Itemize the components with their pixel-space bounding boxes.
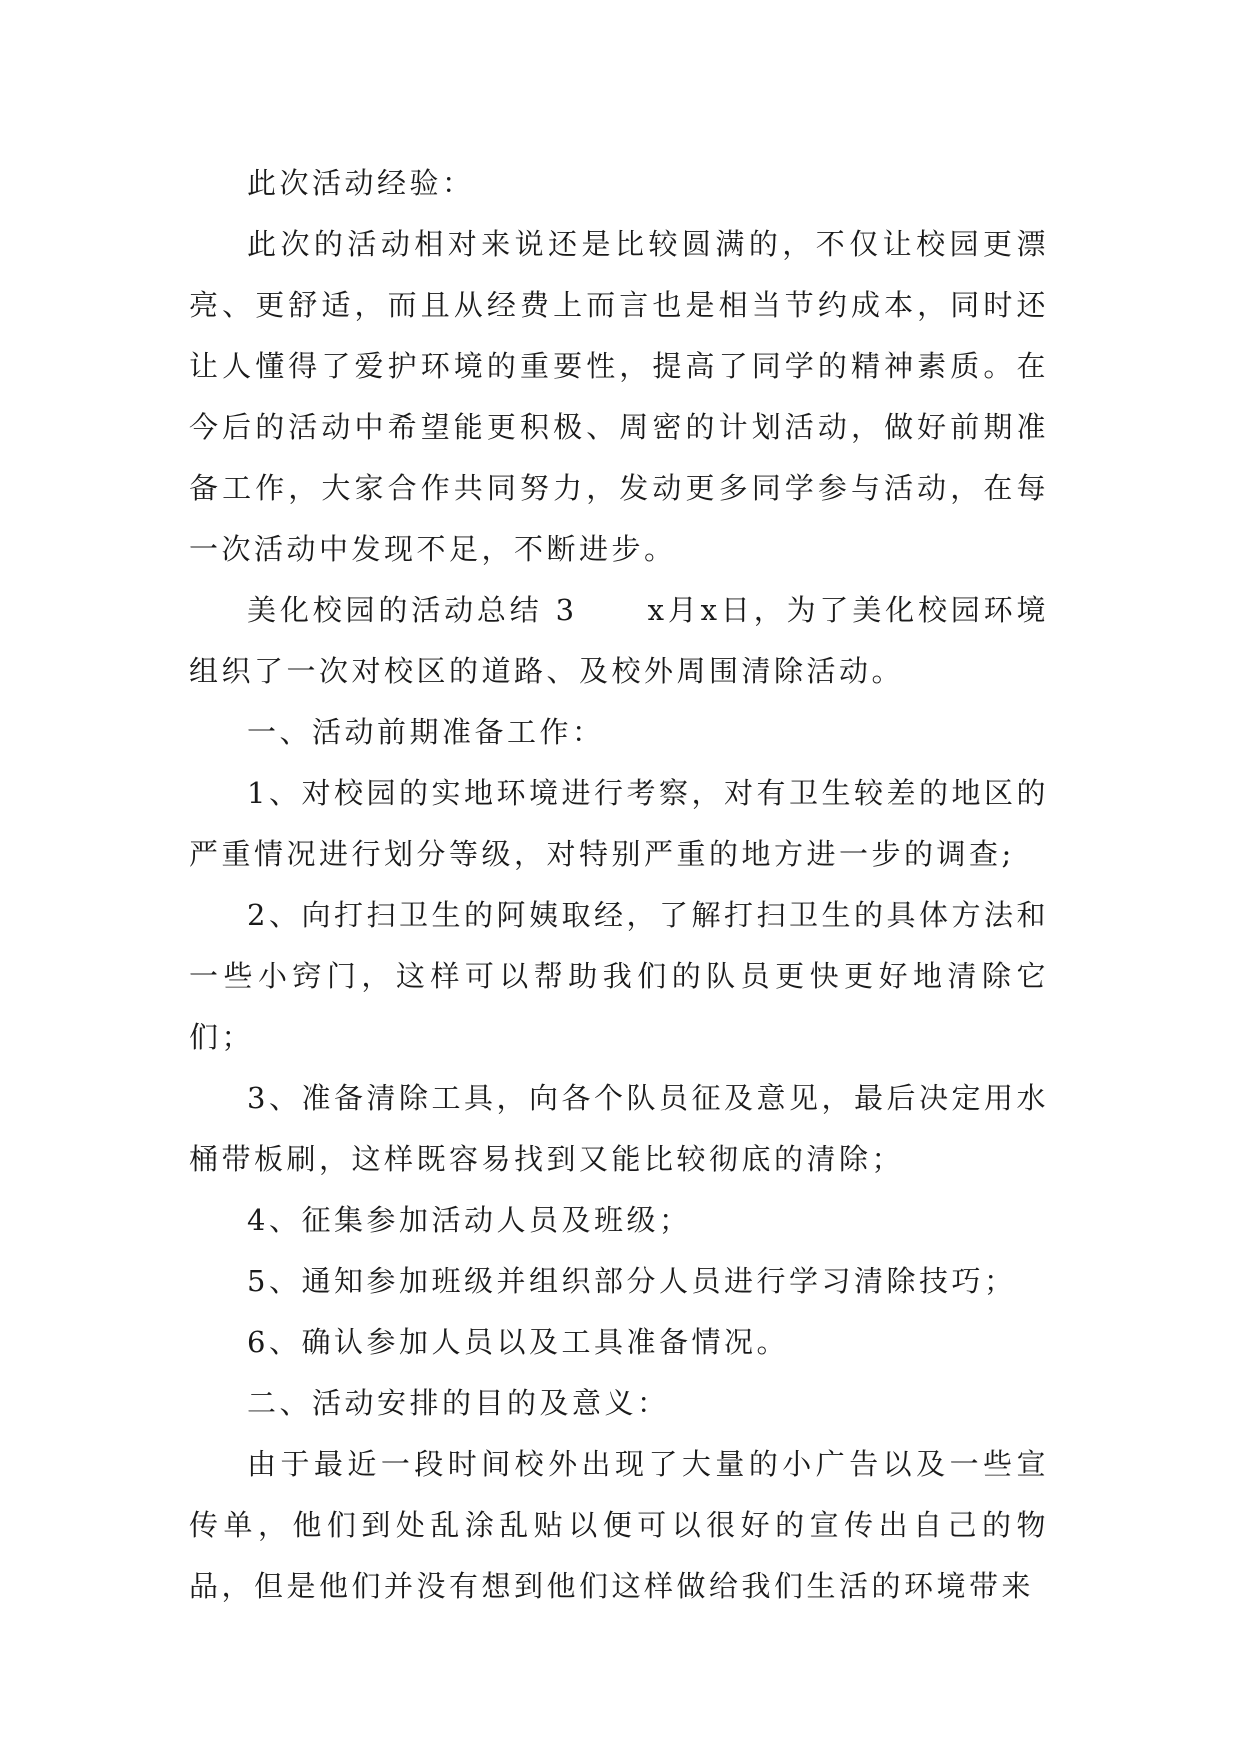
- list-item-3: 3、准备清除工具，向各个队员征及意见，最后决定用水桶带板刷，这样既容易找到又能比较彻底的清除；: [189, 1081, 1049, 1176]
- list-item-4: 4、征集参加活动人员及班级；: [247, 1203, 692, 1237]
- list-item-1: 1、对校园的实地环境进行考察，对有卫生较差的地区的严重情况进行划分等级，对特别严重的地方进一步的调查;: [189, 776, 1049, 871]
- list-item-2: 2、向打扫卫生的阿姨取经，了解打扫卫生的具体方法和一些小窍门，这样可以帮助我们的队员更快更好地清除它们；: [189, 898, 1049, 1054]
- list-item-5: 5、通知参加班级并组织部分人员进行学习清除技巧；: [247, 1264, 1017, 1298]
- summary-3-title: 美化校园的活动总结 3: [247, 593, 578, 627]
- document-body: [189, 153, 1049, 1617]
- section-heading-purpose: 二、活动安排的目的及意义：: [247, 1386, 670, 1420]
- paragraph-purpose: 由于最近一段时间校外出现了大量的小广告以及一些宣传单，他们到处乱涂乱贴以便可以很好的宣传出自己的物品，但是他们并没有想到他们这样做给我们生活的环境带来: [189, 1447, 1049, 1603]
- paragraph-activity-experience: 此次的活动相对来说还是比较圆满的，不仅让校园更漂亮、更舒适，而且从经费上而言也是相当节约成本，同时还让人懂得了爱护环境的重要性，提高了同学的精神素质。在今后的活动中希望能更积极、周密的计划活动，做好前期准备工作，大家合作共同努力，发动更多同学参与活动，在每一次活动中发现不足，不断进步。: [189, 227, 1049, 566]
- summary-3-date-text: x月x日，为了美化校园环境组织了一次对校区的道路、及校外周围清除活动。: [189, 593, 1050, 688]
- paragraph-summary-3-intro: [189, 580, 1049, 702]
- list-item-6: 6、确认参加人员以及工具准备情况。: [247, 1325, 789, 1359]
- paragraph-activity-experience-heading: 此次活动经验：: [247, 166, 475, 200]
- section-heading-preparation: 一、活动前期准备工作：: [247, 715, 605, 749]
